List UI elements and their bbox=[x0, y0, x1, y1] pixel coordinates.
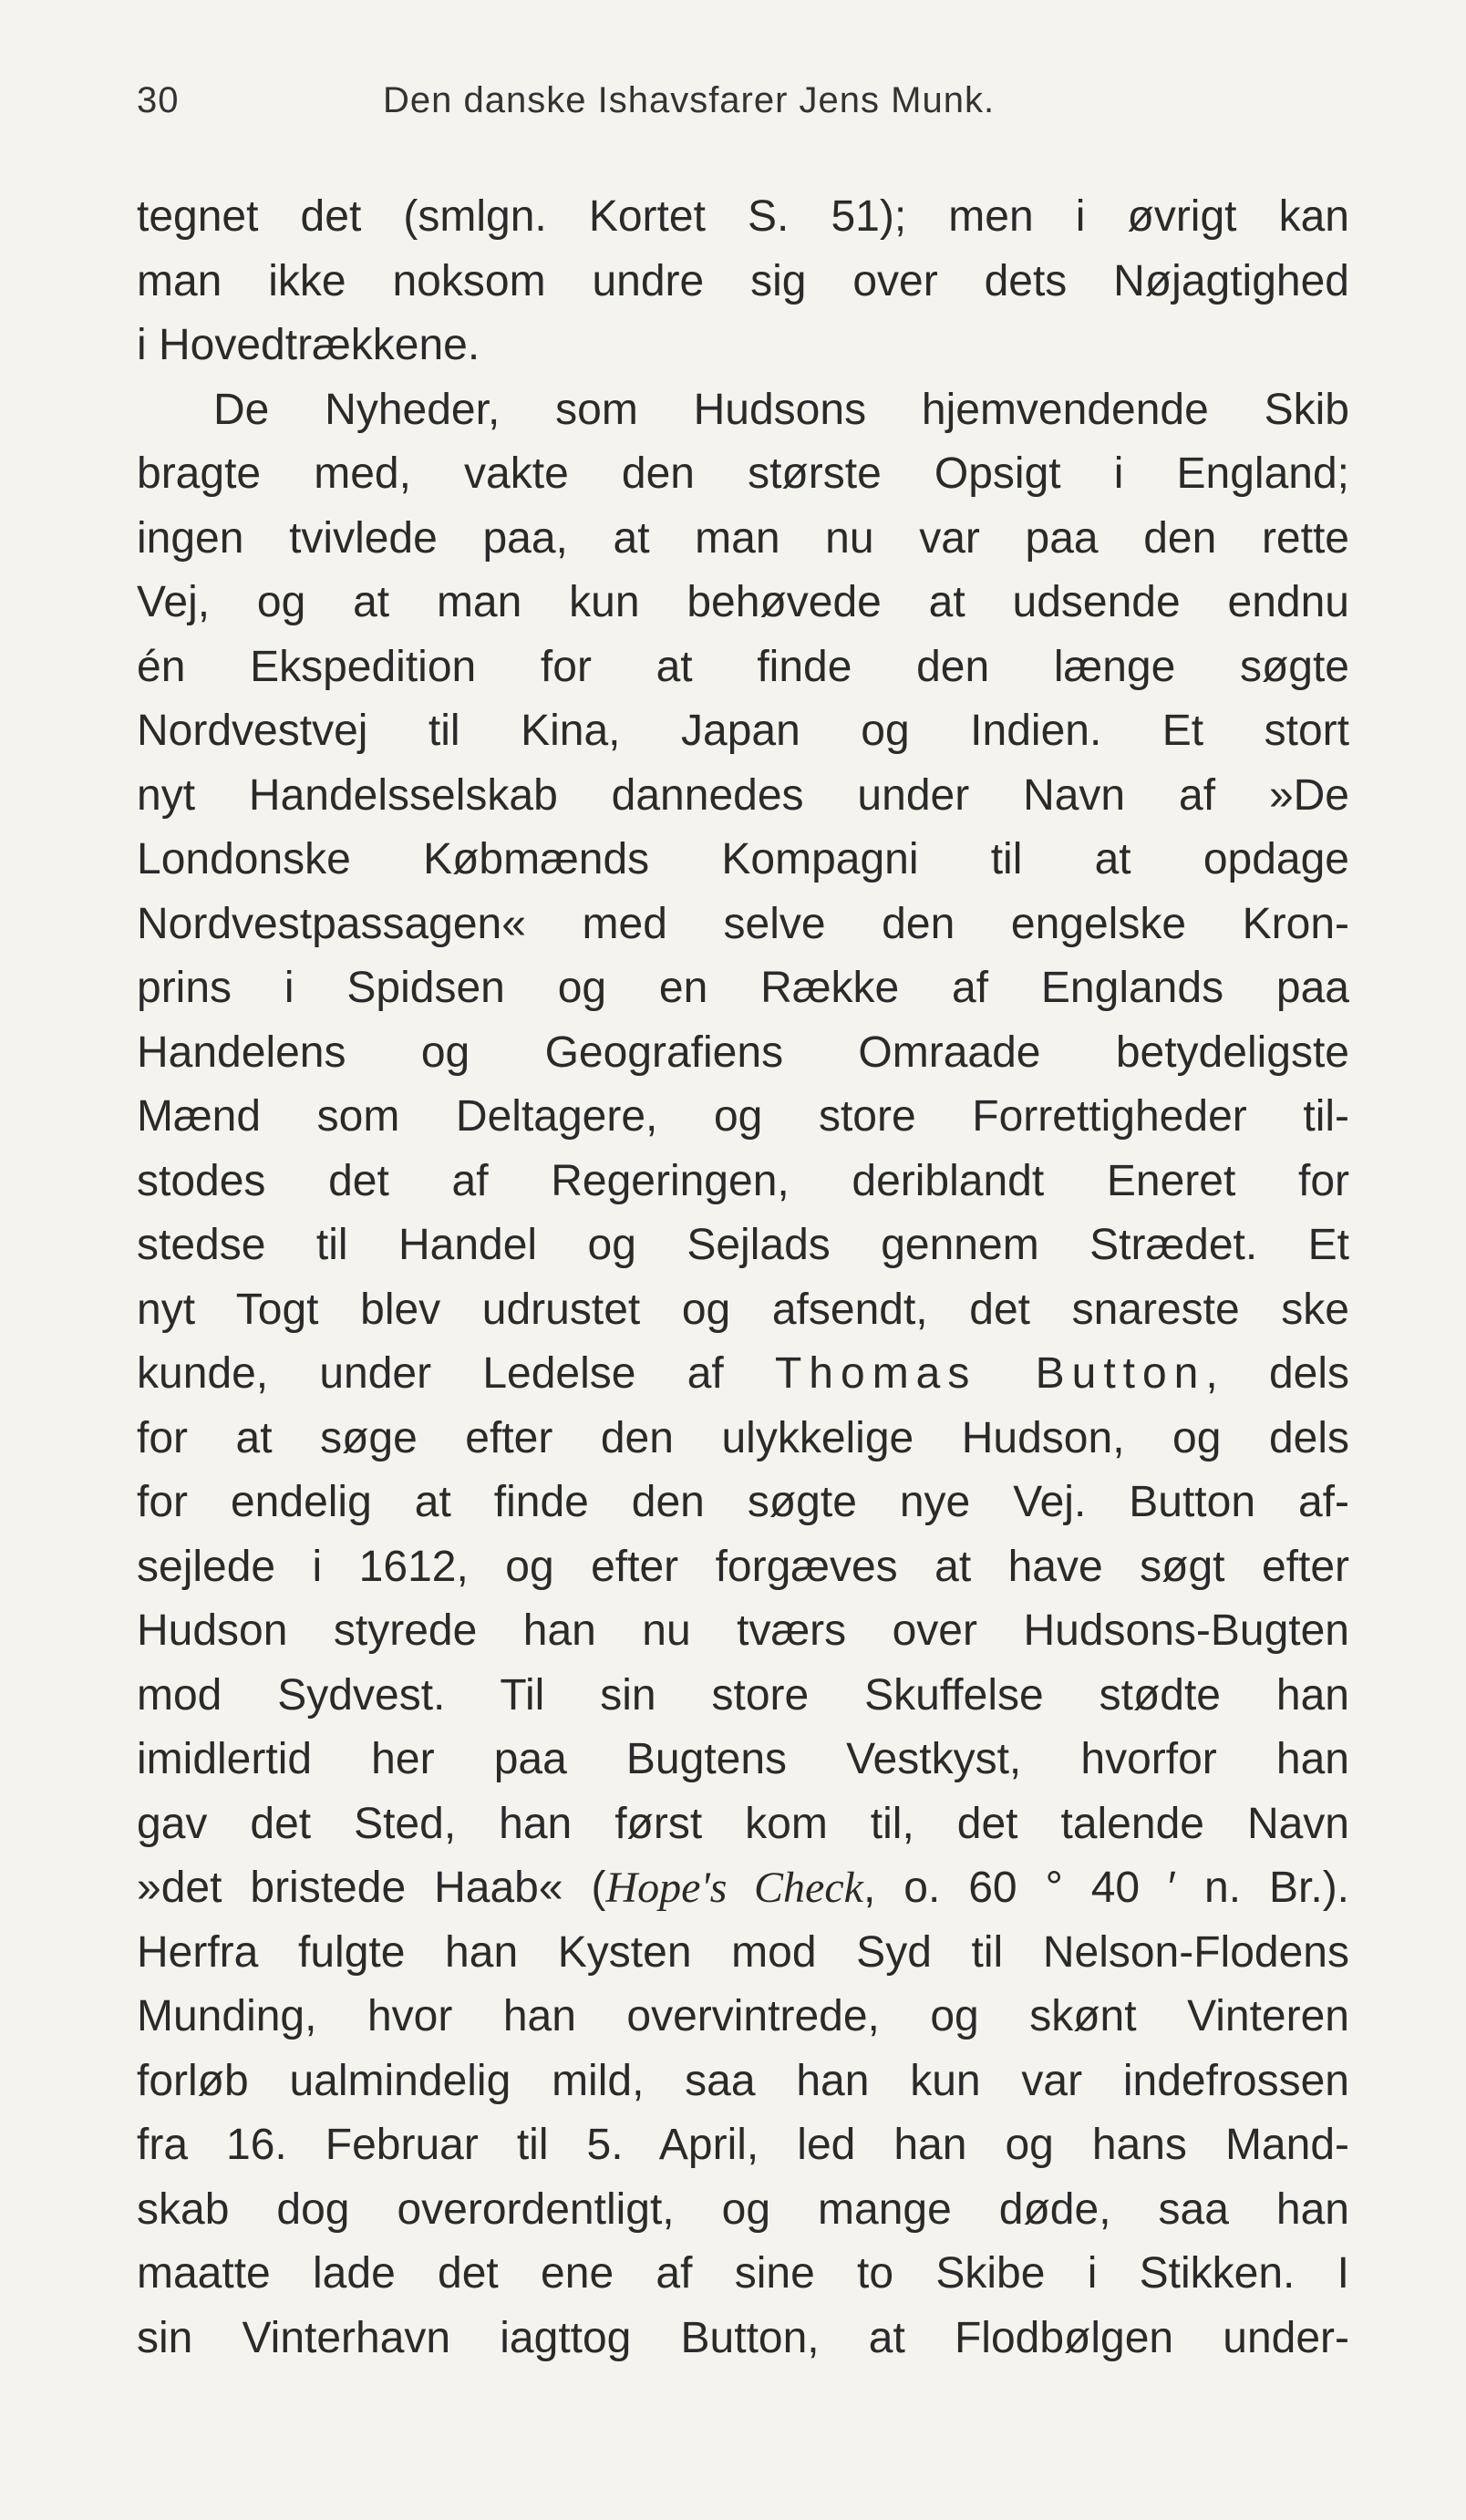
text-line: imidlertid her paa Bugtens Vestkyst, hvorfor han bbox=[137, 1735, 1349, 1783]
text-line: gav det Sted, han først kom til, det talende Navn bbox=[137, 1799, 1349, 1848]
text-line: fra 16. Februar til 5. April, led han og hans Mand- bbox=[137, 2121, 1349, 2169]
line-end: , o. 60 ° 40 ′ n. Br.). bbox=[862, 1864, 1350, 1912]
text-line: nyt Handelsselskab dannedes under Navn af »De bbox=[137, 770, 1349, 820]
text-line: i Hovedtrækkene. bbox=[137, 321, 480, 369]
text-line-with-spaced-name bbox=[137, 1342, 1349, 1407]
text-line: stedse til Handel og Sejlads gennem Strædet. Et bbox=[137, 1221, 1349, 1269]
text-line: Mænd som Deltagere, og store Forrettigheder til- bbox=[137, 1092, 1349, 1141]
text-line: bragte med, vakte den største Opsigt i England; bbox=[137, 449, 1349, 498]
paragraph-first-line: De Nyheder, som Hudsons hjemvendende Skib bbox=[213, 385, 1349, 434]
page-number: 30 bbox=[137, 80, 180, 120]
text-line-with-italic bbox=[137, 1856, 1349, 1921]
line-start: »det bristede Haab« ( bbox=[137, 1864, 606, 1912]
text-line: Nordvestpassagen« med selve den engelske Kron- bbox=[137, 899, 1349, 948]
text-line: ingen tvivlede paa, at man nu var paa den rette bbox=[137, 513, 1349, 563]
text-line: stodes det af Regeringen, deriblandt Eneret for bbox=[137, 1156, 1349, 1205]
text-line: Handelens og Geografiens Omraade betydeligste bbox=[137, 1028, 1349, 1077]
page-header bbox=[137, 80, 1329, 135]
text-line: én Ekspedition for at finde den længe søgte bbox=[137, 642, 1349, 691]
text-line: Munding, hvor han overvintrede, og skønt Vinteren bbox=[137, 1992, 1349, 2040]
text-line: skab dog overordentligt, og mange døde, saa han bbox=[137, 2184, 1349, 2234]
spaced-name: Thomas Button bbox=[774, 1349, 1206, 1398]
text-line: man ikke noksom undre sig over dets Nøjagtighed bbox=[137, 256, 1349, 305]
text-line: sin Vinterhavn iagttog Button, at Flodbølgen under- bbox=[137, 2313, 1349, 2362]
text-line: prins i Spidsen og en Række af Englands paa bbox=[137, 964, 1349, 1012]
text-line: maatte lade det ene af sine to Skibe i Stikken. I bbox=[137, 2249, 1349, 2298]
text-line: Nordvestvej til Kina, Japan og Indien. Et stort bbox=[137, 707, 1349, 755]
line-end: , dels bbox=[1205, 1349, 1350, 1398]
text-line: sejlede i 1612, og efter forgæves at have søgt efter bbox=[137, 1542, 1349, 1591]
body-text bbox=[137, 185, 1349, 2370]
text-line: forløb ualmindelig mild, saa han kun var indefrossen bbox=[137, 2056, 1349, 2105]
text-line: for at søge efter den ulykkelige Hudson, og dels bbox=[137, 1413, 1349, 1462]
line-start: kunde, under Ledelse af bbox=[137, 1349, 775, 1398]
running-head: Den danske Ishavsfarer Jens Munk. bbox=[383, 80, 996, 120]
text-line: Londonske Købmænds Kompagni til at opdage bbox=[137, 835, 1349, 883]
text-line: nyt Togt blev udrustet og afsendt, det snareste ske bbox=[137, 1285, 1349, 1334]
text-line: Vej, og at man kun behøvede at udsende endnu bbox=[137, 578, 1349, 626]
italic-place-name: Hope's Check bbox=[605, 1864, 863, 1912]
text-line: Hudson styrede han nu tværs over Hudsons-Bugten bbox=[137, 1606, 1349, 1655]
text-line: Herfra fulgte han Kysten mod Syd til Nelson-Flodens bbox=[137, 1927, 1349, 1977]
text-line: mod Sydvest. Til sin store Skuffelse stødte han bbox=[137, 1670, 1349, 1720]
text-line: for endelig at finde den søgte nye Vej. Button af- bbox=[137, 1478, 1349, 1526]
text-line: tegnet det (smlgn. Kortet S. 51); men i øvrigt kan bbox=[137, 192, 1349, 241]
